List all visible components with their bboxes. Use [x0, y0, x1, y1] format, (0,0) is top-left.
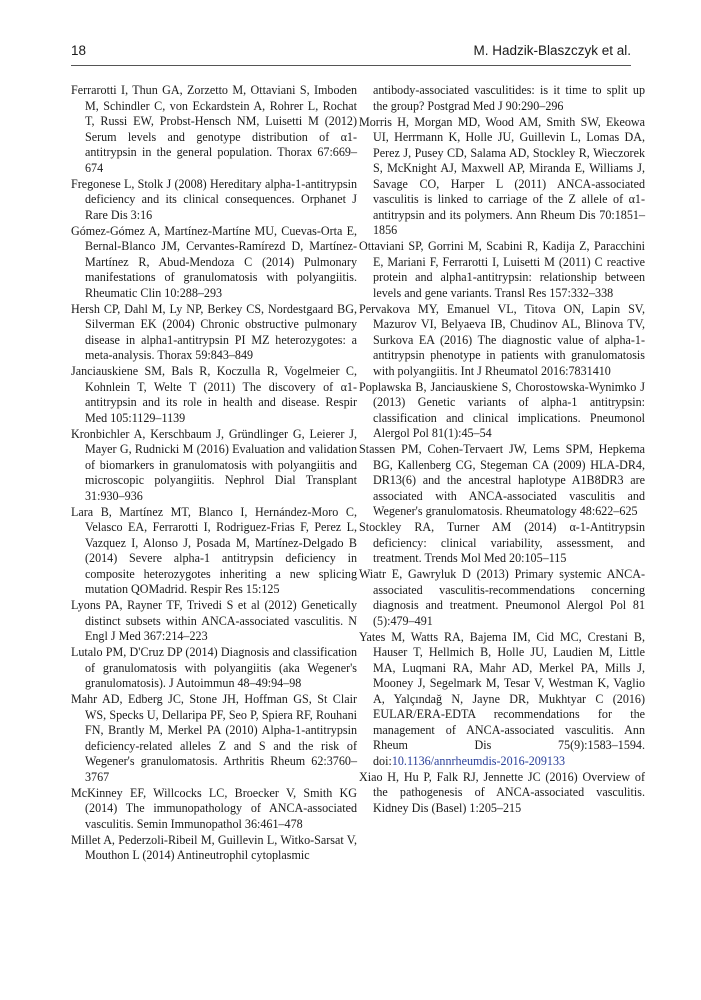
reference-item: Millet A, Pederzoli-Ribeil M, Guillevin L, Witko-Sarsat V, Mouthon L (2014) Antineutrophil cytoplasmic	[71, 832, 357, 862]
reference-item: Ferrarotti I, Thun GA, Zorzetto M, Ottaviani S, Imboden M, Schindler C, von Eckardstein A, Rohrer L, Rochat T, Russi EW, Probst-Hensch NM, Luisetti M (2012) Serum levels and genotype distribution of α1-antitrypsin in the general population. Thorax 67:669–674	[71, 83, 357, 175]
reference-text: Yates M, Watts RA, Bajema IM, Cid MC, Crestani B, Hauser T, Hellmich B, Holle JU, Laudien M, Little MA, Luqmani RA, Mahr AD, Merkel PA, Mills J, Mooney J, Segelmark M, Tesar V, Westman K, Vaglio A, Yalçındağ N, Jayne DR, Mukhtyar C (2016) EULAR/ERA-EDTA recommendations for the management of ANCA-associated vasculitis. Ann Rheum Dis 75(9):1583–1594. doi:	[359, 629, 645, 768]
reference-item: Lutalo PM, D'Cruz DP (2014) Diagnosis and classification of granulomatosis with polyangiitis (aka Wegener's granulomatosis). J Autoimmun 48–49:94–98	[71, 645, 357, 690]
page-header	[71, 43, 631, 66]
reference-item: Gómez-Gómez A, Martínez-Martíne MU, Cuevas-Orta E, Bernal-Blanco JM, Cervantes-Ramírezd D, Martínez-Martínez R, Abud-Mendoza C (2014) Pulmonary manifestations of granulomatosis with polyangiitis. Rheumatic Clin 10:288–293	[71, 223, 357, 300]
reference-item: Janciauskiene SM, Bals R, Koczulla R, Vogelmeier C, Kohnlein T, Welte T (2011) The discovery of α1-antitrypsin and its role in health and disease. Respir Med 105:1129–1139	[71, 364, 357, 425]
reference-column-left	[71, 83, 357, 864]
reference-item: Xiao H, Hu P, Falk RJ, Jennette JC (2016) Overview of the pathogenesis of ANCA-associated vasculitis. Kidney Dis (Basel) 1:205–215	[359, 769, 645, 815]
reference-item: Lara B, Martínez MT, Blanco I, Hernández-Moro C, Velasco EA, Ferrarotti I, Rodriguez-Frias F, Perez L, Vazquez I, Alonso J, Posada M, Martínez-Delgado B (2014) Severe alpha-1 antitrypsin deficiency in composite heterozygotes inheriting a new splicing mutation QOMadrid. Respir Res 15:125	[71, 504, 357, 596]
reference-item: Fregonese L, Stolk J (2008) Hereditary alpha-1-antitrypsin deficiency and its clinical consequences. Orphanet J Rare Dis 3:16	[71, 176, 357, 222]
doi-link[interactable]: 10.1136/annrheumdis-2016-209133	[391, 753, 566, 768]
reference-item: Pervakova MY, Emanuel VL, Titova ON, Lapin SV, Mazurov VI, Belyaeva IB, Chudinov AL, Blinova TV, Surkova EA (2016) The diagnostic value of alpha-1-antitrypsin phenotype in patients with granulomatosis with polyangiitis. Int J Rheumatol 2016:7831410	[359, 301, 645, 378]
running-head: M. Hadzik-Blaszczyk et al.	[473, 43, 631, 58]
reference-item: Hersh CP, Dahl M, Ly NP, Berkey CS, Nordestgaard BG, Silverman EK (2004) Chronic obstructive pulmonary disease in alpha1-antitrypsin PI MZ heterozygotes: a meta-analysis. Thorax 59:843–849	[71, 301, 357, 362]
reference-item: Stockley RA, Turner AM (2014) α-1-Antitrypsin deficiency: clinical variability, assessment, and treatment. Trends Mol Med 20:105–115	[359, 520, 645, 565]
reference-item: Wiatr E, Gawryluk D (2013) Primary systemic ANCA-associated vasculitis-recommendations concerning diagnosis and treatment. Pneumonol Alergol Pol 81 (5):479–491	[359, 567, 645, 628]
reference-item: Lyons PA, Rayner TF, Trivedi S et al (2012) Genetically distinct subsets within ANCA-associated vasculitis. N Engl J Med 367:214–223	[71, 598, 357, 643]
reference-item: Mahr AD, Edberg JC, Stone JH, Hoffman GS, St Clair WS, Specks U, Dellaripa PF, Seo P, Spiera RF, Rouhani FN, Brantly M, Merkel PA (2010) Alpha-1-antitrypsin deficiency-related alleles Z and S and the risk of Wegener's granulomatosis. Arthritis Rheum 62:3760–3767	[71, 692, 357, 784]
reference-item: Kronbichler A, Kerschbaum J, Gründlinger G, Leierer J, Mayer G, Rudnicki M (2016) Evaluation and validation of biomarkers in granulomatosis with polyangiitis and microscopic polyangiitis. Nephrol Dial Transplant 31:930–936	[71, 426, 357, 503]
reference-column-right	[359, 83, 645, 817]
reference-item: Morris H, Morgan MD, Wood AM, Smith SW, Ekeowa UI, Herrmann K, Holle JU, Guillevin L, Lomas DA, Perez J, Pusey CD, Salama AD, Stockley R, Wieczorek S, McKnight AJ, Maxwell AP, Miranda E, Williams J, Savage CO, Harper L (2011) ANCA-associated vasculitis is linked to carriage of the Z allele of α1-antitrypsin and its polymers. Ann Rheum Dis 70:1851–1856	[359, 114, 645, 237]
page-number: 18	[71, 43, 87, 58]
reference-item: McKinney EF, Willcocks LC, Broecker V, Smith KG (2014) The immunopathology of ANCA-associated vasculitis. Semin Immunopathol 36:461–478	[71, 785, 357, 831]
reference-item: Ottaviani SP, Gorrini M, Scabini R, Kadija Z, Paracchini E, Mariani F, Ferrarotti I, Luisetti M (2011) C reactive protein and alpha1-antitrypsin: relationship between levels and gene variants. Transl Res 157:332–338	[359, 239, 645, 300]
reference-continuation: antibody-associated vasculitides: is it time to split up the group? Postgrad Med J 90:290–296	[373, 83, 645, 113]
reference-item: Stassen PM, Cohen-Tervaert JW, Lems SPM, Hepkema BG, Kallenberg CG, Stegeman CA (2009) HLA-DR4, DR13(6) and the ancestral haplotype A1B8DR3 are associated with ANCA-associated vasculitis and Wegener's granulomatosis. Rheumatology 48:622–625	[359, 442, 645, 518]
reference-item-yates	[359, 630, 645, 770]
reference-item: Poplawska B, Janciauskiene S, Chorostowska-Wynimko J (2013) Genetic variants of alpha-1 antitrypsin: classification and clinical implications. Pneumonol Alergol Pol 81(1):45–54	[359, 379, 645, 440]
